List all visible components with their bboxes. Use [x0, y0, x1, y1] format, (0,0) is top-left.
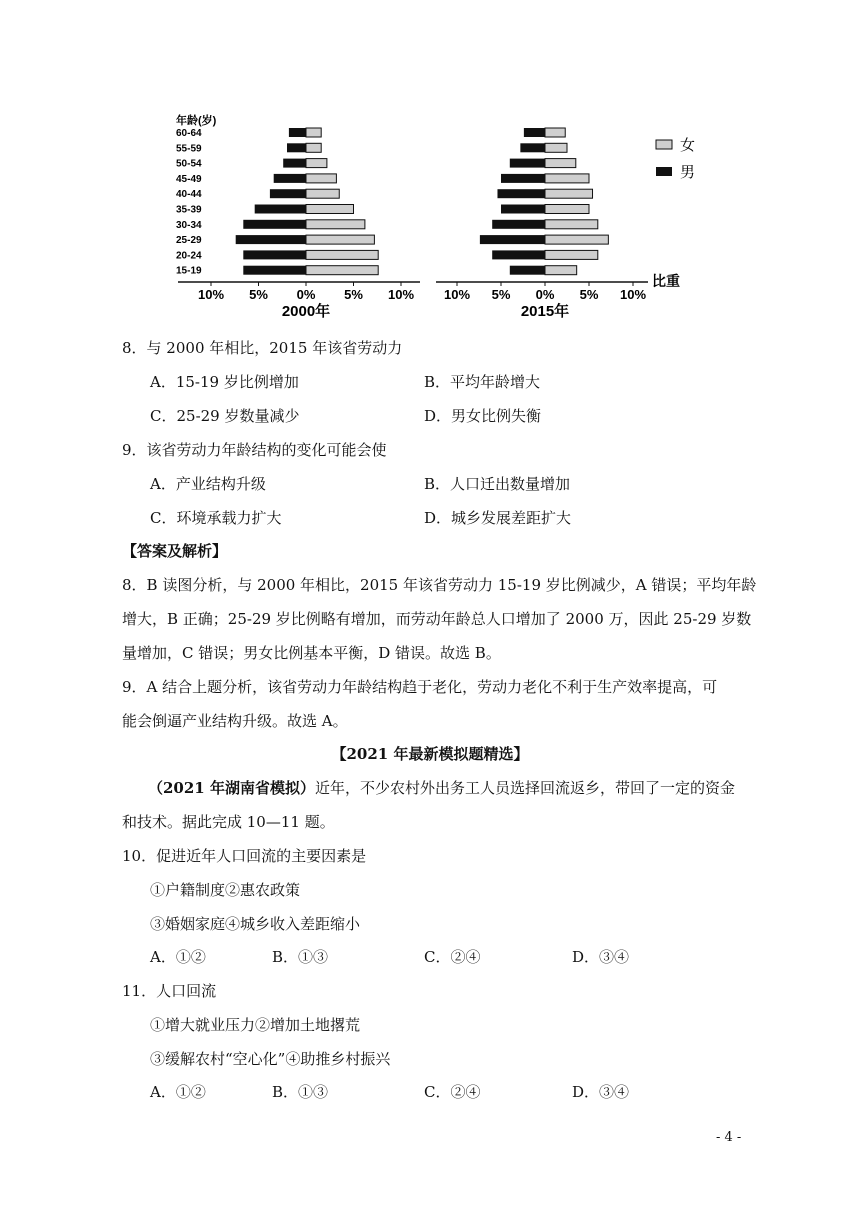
question-10-option-a: A．①②: [150, 948, 206, 966]
age-group-label: 45-49: [176, 173, 202, 185]
age-group-label: 60-64: [176, 128, 202, 139]
legend-female-label: 女: [680, 137, 696, 154]
female-bar: [306, 220, 365, 229]
male-bar: [283, 159, 306, 168]
question-11-statements-2: ③缓解农村“空心化”④助推乡村振兴: [150, 1050, 391, 1068]
x-tick-label: 10%: [387, 287, 415, 302]
female-bar: [306, 205, 354, 214]
pyramid-2000: [176, 128, 420, 320]
intro-text: 近年，不少农村外出务工人员选择回流返乡，带回了一定的资金: [314, 779, 735, 797]
question-10-option-b: B．①③: [272, 948, 329, 966]
question-9: 9．该省劳动力年龄结构的变化可能会使: [122, 441, 387, 459]
male-bar: [497, 189, 545, 198]
female-bar: [545, 205, 589, 214]
x-tick-label: 10%: [443, 287, 471, 302]
answer-8-line-1: 8．B 读图分析，与 2000 年相比，2015 年该省劳动力 15-19 岁比例减少，A 错误；平均年龄: [122, 576, 757, 594]
x-tick-label: 10%: [197, 287, 225, 302]
question-11-statements-1: ①增大就业压力②增加土地撂荒: [150, 1016, 361, 1034]
question-8-option-c: C．25-29 岁数量减少: [150, 407, 300, 425]
question-10-option-c: C．②④: [424, 948, 481, 966]
x-tick-label: 0%: [535, 287, 555, 302]
question-10-statements-2: ③婚姻家庭④城乡收入差距缩小: [150, 915, 361, 933]
question-8-option-b: B．平均年龄增大: [424, 373, 541, 391]
question-11-option-d: D．③④: [572, 1083, 630, 1101]
female-bar: [306, 128, 321, 137]
x-axis-label: 比重: [652, 273, 680, 289]
section-heading: 【2021 年最新模拟题精选】: [331, 745, 529, 763]
x-tick-label: 5%: [249, 287, 268, 302]
male-bar: [289, 128, 306, 137]
chart-title: 2000年: [281, 303, 331, 320]
intro-line-2: 和技术。据此完成 10—11 题。: [122, 813, 335, 831]
legend-male-label: 男: [680, 164, 696, 181]
answer-9-line-1: 9．A 结合上题分析，该省劳动力年龄结构趋于老化，劳动力老化不利于生产效率提高，可: [122, 678, 718, 696]
x-tick-label: 5%: [579, 287, 599, 302]
age-group-label: 25-29: [176, 235, 202, 247]
female-bar: [545, 189, 593, 198]
age-group-label: 35-39: [176, 204, 202, 216]
female-bar: [545, 159, 576, 168]
answer-8-line-3: 量增加，C 错误；男女比例基本平衡，D 错误。故选 B。: [122, 644, 501, 662]
male-bar: [243, 220, 306, 229]
female-bar: [306, 235, 374, 244]
x-tick-label: 5%: [344, 287, 363, 302]
male-bar: [243, 266, 306, 275]
male-bar: [492, 250, 545, 259]
age-axis-label: 年龄(岁): [176, 115, 217, 127]
male-bar: [274, 174, 306, 183]
question-9-option-c: C．环境承载力扩大: [150, 509, 282, 527]
female-bar: [306, 174, 336, 183]
female-bar: [545, 143, 567, 152]
female-bar: [306, 159, 327, 168]
female-bar: [306, 143, 321, 152]
question-9-option-a: A．产业结构升级: [150, 475, 266, 493]
question-9-option-d: D．城乡发展差距扩大: [424, 509, 572, 527]
chart-title: 2015年: [520, 303, 570, 320]
age-group-label: 55-59: [176, 143, 202, 155]
answer-9-line-2: 能会倒逼产业结构升级。故选 A。: [122, 712, 348, 730]
answer-heading: 【答案及解析】: [122, 542, 228, 560]
male-bar: [501, 205, 545, 214]
legend-female-swatch: [656, 140, 672, 149]
male-bar: [270, 189, 306, 198]
female-bar: [545, 128, 565, 137]
question-11-option-b: B．①③: [272, 1083, 329, 1101]
female-bar: [306, 189, 339, 198]
male-bar: [524, 128, 545, 137]
male-bar: [236, 235, 306, 244]
question-10-option-d: D．③④: [572, 948, 630, 966]
male-bar: [255, 205, 306, 214]
x-tick-label: 10%: [619, 287, 647, 302]
female-bar: [306, 266, 378, 275]
male-bar: [243, 250, 306, 259]
question-11: 11．人口回流: [122, 982, 217, 1000]
male-bar: [510, 159, 545, 168]
x-tick-label: 0%: [296, 287, 316, 302]
question-11-option-a: A．①②: [150, 1083, 206, 1101]
female-bar: [545, 250, 598, 259]
male-bar: [287, 143, 306, 152]
male-bar: [520, 143, 545, 152]
female-bar: [545, 235, 608, 244]
age-group-label: 20-24: [176, 250, 202, 262]
question-10-statements-1: ①户籍制度②惠农政策: [150, 881, 301, 899]
question-9-option-b: B．人口迁出数量增加: [424, 475, 571, 493]
age-group-label: 40-44: [176, 189, 202, 201]
question-11-option-c: C．②④: [424, 1083, 481, 1101]
age-group-label: 15-19: [176, 265, 202, 277]
answer-8-line-2: 增大，B 正确；25-29 岁比例略有增加，而劳动年龄总人口增加了 2000 万，因此 25-29 岁数: [122, 610, 752, 628]
female-bar: [306, 250, 378, 259]
age-group-label: 50-54: [176, 158, 202, 170]
male-bar: [492, 220, 545, 229]
page-number: - 4 -: [716, 1130, 742, 1145]
female-bar: [545, 266, 577, 275]
male-bar: [510, 266, 545, 275]
intro-source: （2021 年湖南省模拟）: [148, 779, 315, 797]
question-8: 8．与 2000 年相比，2015 年该省劳动力: [122, 339, 403, 357]
intro-line-1: [148, 778, 735, 798]
question-10: 10．促进近年人口回流的主要因素是: [122, 847, 367, 865]
x-tick-label: 5%: [491, 287, 511, 302]
male-bar: [480, 235, 545, 244]
pyramid-2015: [436, 128, 680, 320]
age-group-label: 30-34: [176, 219, 202, 231]
question-8-option-d: D．男女比例失衡: [424, 407, 542, 425]
female-bar: [545, 220, 598, 229]
female-bar: [545, 174, 589, 183]
question-8-option-a: A．15-19 岁比例增加: [150, 373, 299, 391]
population-pyramid-charts: [0, 0, 860, 330]
male-bar: [501, 174, 545, 183]
legend-male-swatch: [656, 167, 672, 176]
